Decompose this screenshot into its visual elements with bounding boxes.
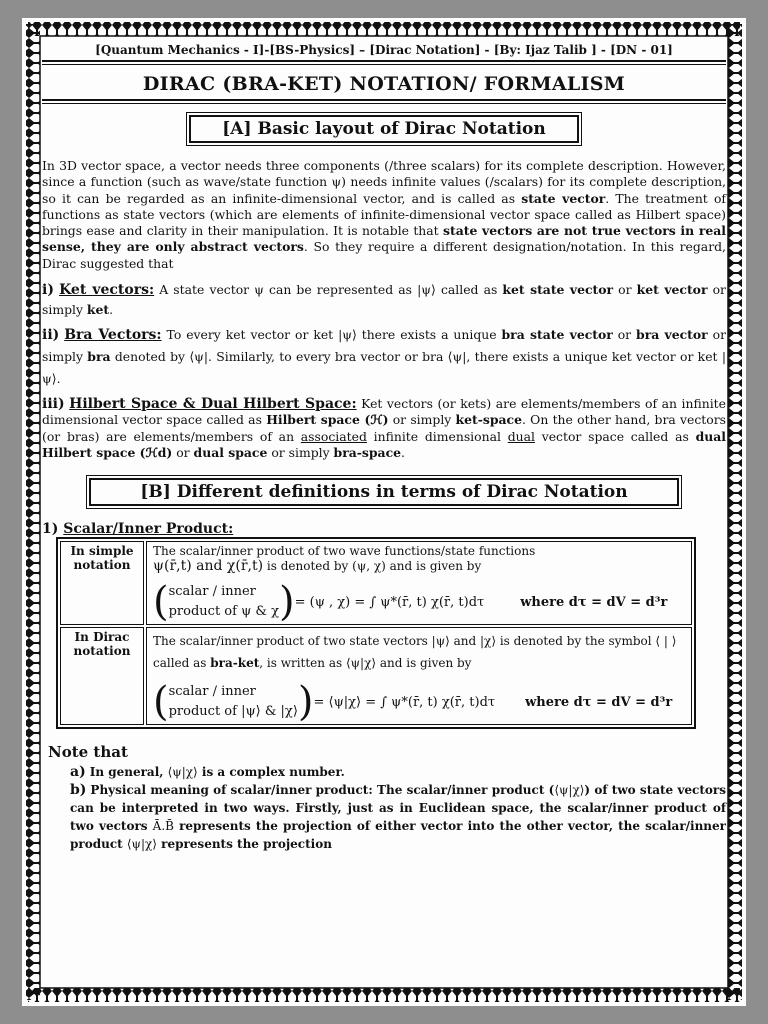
bra-bold-3: bra (87, 349, 111, 365)
bra-text-7: , there exists a unique ket vector or ket (466, 349, 722, 365)
dirac-sym-4: ⟨ψ|χ⟩ (345, 656, 377, 671)
hilbert-bold-5: bra-space (333, 444, 402, 460)
dirac-text-3: is denoted by the symbol (496, 634, 656, 649)
equation-lhs (169, 682, 298, 722)
table-row (60, 541, 692, 625)
bra-label: Bra Vectors: (64, 327, 162, 344)
note-a-tag: a) (70, 764, 86, 781)
intro-paragraph (42, 158, 726, 272)
scalar-label: Scalar/Inner Product: (63, 521, 234, 538)
note-b-text-2: ) of two state vectors can be interpreted in two ways. Firstly, just as in Euclidean space, the scalar/inner product of two vectors (70, 783, 726, 834)
section-a-title: [A] Basic layout of Dirac Notation (189, 115, 579, 143)
row-kind-simple: In simple notation (60, 541, 144, 625)
note-a-text-2: is a complex number. (197, 765, 345, 780)
note-a-text-1: In general, (89, 765, 168, 780)
lhs-line-2: product of ψ & χ (168, 604, 279, 620)
dirac-equation (153, 679, 685, 726)
dirac-text-2: and (449, 634, 480, 649)
ket-bold-3: ket (86, 302, 110, 318)
ket-text-4: or simply (42, 282, 726, 318)
hilbert-text-5: vector space called as (534, 428, 696, 444)
bra-text-2: there exists a unique (356, 327, 502, 343)
ket-number: i) (42, 282, 54, 299)
title-rule (42, 99, 726, 101)
bra-symbol-4: |ψ⟩ (42, 349, 726, 387)
dirac-text-5: , is written as (259, 656, 346, 671)
hilbert-text-1: Ket vectors (or kets) are elements/members of an infinite dimensional vector space called as (42, 396, 726, 428)
right-paren: ) (278, 579, 295, 626)
definitions-table (56, 537, 696, 729)
header-rule-thin (42, 64, 726, 65)
intro-state-vector: state vector (521, 190, 606, 206)
bra-bold-1: bra state vector (501, 327, 613, 343)
hilbert-underline-2: dual (507, 428, 535, 444)
row-kind-dirac: In Dirac notation (60, 627, 144, 725)
simple-text-1: The scalar/inner product of two wave functions/state functions (153, 544, 536, 559)
bra-vectors-item (42, 324, 726, 390)
scalar-product-heading (42, 521, 726, 537)
title-rule-thin (42, 103, 726, 104)
ket-text-5: . (109, 302, 114, 318)
header-rule (42, 60, 726, 62)
note-heading: Note that (48, 743, 128, 762)
dirac-text-6: and is given by (376, 656, 472, 671)
hilbert-text-4: infinite dimensional (366, 428, 508, 444)
left-paren: ( (153, 579, 169, 626)
ket-label: Ket vectors: (59, 282, 155, 299)
lhs-line-1: scalar / inner (168, 684, 256, 700)
table-row (60, 627, 692, 725)
ket-vectors-item (42, 280, 726, 320)
ket-text-3: or (613, 282, 637, 298)
bra-text-3: or (612, 327, 637, 343)
bra-text-1: To every ket vector or ket (161, 327, 339, 343)
simple-text-2: is denoted by (ψ, χ) and is given by (263, 559, 482, 574)
scalar-number: 1) (42, 521, 59, 538)
intro-text-1: In 3D vector space, a vector needs three components (/three scalars) for its complete description. However, since a function (such as wave/state function ψ) needs infinite values (/scalars) for its complete description, so it can be regarded as an infinite-dimensional vector, and is called as (42, 158, 726, 206)
hilbert-text-7: or simply (267, 444, 334, 460)
equation-rhs: = (ψ , χ) = ∫ ψ*(r̄, t) χ(r̄, t)dτ (294, 594, 485, 610)
section-a-heading (186, 112, 582, 146)
bra-text-5: denoted by (110, 349, 190, 365)
bra-symbol-3: ⟨ψ| (447, 349, 467, 365)
hilbert-label: Hilbert Space & Dual Hilbert Space: (69, 396, 357, 413)
row-content-simple (146, 541, 692, 625)
bra-text-6: . Similarly, to every bra vector or bra (208, 349, 448, 365)
dirac-description (153, 630, 685, 674)
hilbert-underline-1: associated (300, 428, 367, 444)
note-b-symbol: ⟨ψ|χ⟩ (554, 783, 585, 798)
dirac-bold-1: bra-ket (210, 656, 260, 671)
ket-text-2: called as (435, 282, 503, 298)
note-b-symbol-2: ⟨ψ|χ⟩ (126, 837, 157, 852)
bra-number: ii) (42, 327, 60, 344)
simple-functions: ψ(r̄,t) and χ(r̄,t) (153, 558, 264, 575)
note-b-text-4: represents the projection (156, 837, 332, 852)
lhs-line-1: scalar / inner (168, 584, 256, 600)
note-a (70, 763, 726, 781)
ket-symbol: |ψ⟩ (417, 282, 436, 298)
hilbert-text-6: or (172, 444, 194, 460)
note-a-symbol: ⟨ψ|χ⟩ (167, 765, 198, 780)
equation-lhs (169, 582, 279, 622)
equation-where: where dτ = dV = d³r (525, 694, 673, 710)
hilbert-space-item (42, 396, 726, 461)
hilbert-number: iii) (42, 396, 65, 413)
note-b-vectors: Ā.B̄ (152, 819, 174, 834)
ket-bold-1: ket state vector (502, 282, 614, 298)
dirac-text-1: The scalar/inner product of two state vectors (153, 634, 432, 649)
hilbert-text-8: . (401, 444, 405, 460)
intro-text-3: . So they require a different designation/notation. In this regard, Dirac suggested that (42, 239, 726, 271)
right-paren: ) (297, 679, 314, 726)
page-title: DIRAC (BRA-KET) NOTATION/ FORMALISM (142, 73, 626, 95)
simple-description (153, 544, 685, 574)
hilbert-bold-1: Hilbert space (ℋ) (266, 412, 389, 428)
dirac-sym-1: |ψ⟩ (431, 634, 450, 649)
hilbert-bold-3: dual Hilbert space (ℋd) (42, 428, 726, 460)
note-b-text-3: represents the projection of either vector into the other vector, the scalar/inner product (70, 819, 726, 852)
ket-bold-2: ket vector (636, 282, 708, 298)
bra-text-8: . (56, 371, 61, 387)
note-b-tag: b) (70, 782, 87, 799)
page-content (42, 42, 726, 853)
intro-bold-note: state vectors are not true vectors in real sense, they are only abstract vectors (42, 223, 726, 255)
bra-text-4: or simply (42, 327, 727, 365)
ket-text-1: A state vector ψ can be represented as (154, 282, 418, 298)
document-page (22, 18, 746, 1006)
hilbert-text-2: or simply (388, 412, 456, 428)
page-header: [Quantum Mechanics - I]-[BS-Physics] – [Dirac Notation] - [By: Ijaz Talib ] - [DN - 01] (95, 43, 673, 57)
lhs-line-2: product of |ψ⟩ & |χ⟩ (168, 704, 298, 720)
note-b-label: Physical meaning of scalar/inner product: (90, 783, 373, 798)
equation-where: where dτ = dV = d³r (520, 594, 668, 610)
hilbert-bold-4: dual space (193, 444, 268, 460)
hilbert-bold-2: ket-space (455, 412, 522, 428)
left-paren: ( (153, 679, 169, 726)
section-b-title: [B] Different definitions in terms of Dirac Notation (89, 478, 679, 506)
intro-text-2: . The treatment of functions as state vectors (which are elements of infinite-dimensional vector space called as Hilbert space) brings ease and clarity in their manipulation. It is notable that (42, 190, 726, 239)
bra-symbol-2: ⟨ψ| (189, 349, 209, 365)
dirac-sym-3: ⟨ | ⟩ (655, 634, 677, 649)
note-b-text-1: The scalar/inner product ( (372, 783, 555, 798)
row-content-dirac (146, 627, 692, 725)
equation-rhs: = ⟨ψ|χ⟩ = ∫ ψ*(r̄, t) χ(r̄, t)dτ (313, 694, 496, 710)
bra-symbol-1: |ψ⟩ (338, 327, 357, 343)
dirac-sym-2: |χ⟩ (480, 634, 496, 649)
bra-bold-2: bra vector (636, 327, 708, 343)
simple-equation (153, 579, 685, 626)
section-b-heading (86, 475, 682, 509)
dirac-text-4: called as (153, 656, 211, 671)
hilbert-text-3: . On the other hand, bra vectors (or bras) are elements/members of an (42, 412, 726, 444)
note-b (70, 781, 726, 853)
